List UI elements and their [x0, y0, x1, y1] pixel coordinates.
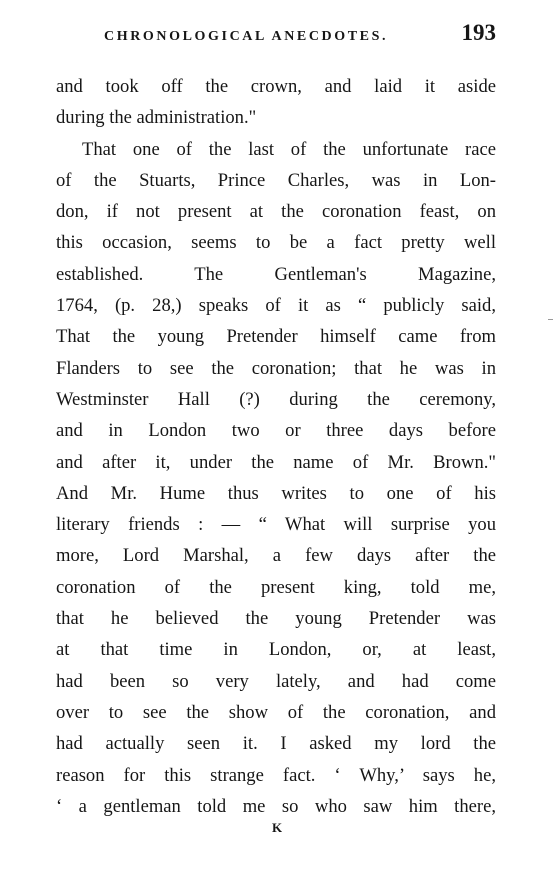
text-line: That the young Pretender himself came from [56, 326, 496, 348]
text-line: and after it, under the name of Mr. Brown." [56, 451, 496, 473]
page-number: 193 [461, 20, 496, 45]
signature-mark: K [271, 820, 284, 835]
text-line: 1764, (p. 28,) speaks of it as “ publicly said, [56, 295, 496, 317]
body-text [56, 71, 496, 822]
text-line: and took off the crown, and laid it aside [56, 76, 496, 97]
text-line: Flanders to see the coronation; that he was in [56, 357, 496, 379]
text-line: during the administration." [56, 107, 257, 129]
text-line: over to see the show of the coronation, and [56, 701, 496, 723]
running-title: CHRONOLOGICAL ANECDOTES. [104, 29, 389, 44]
text-line: had been so very lately, and had come [56, 670, 496, 692]
text-line: of the Stuarts, Prince Charles, was in Lon- [56, 169, 496, 191]
text-line: established. The Gentleman's Magazine, [56, 263, 496, 285]
text-line: ‘ a gentleman told me so who saw him there, [56, 795, 496, 817]
margin-mark [548, 319, 553, 320]
text-line: literary friends : — “ What will surprise you [56, 514, 496, 536]
running-header [104, 20, 496, 52]
text-line: at that time in London, or, at least, [56, 639, 496, 661]
text-line: coronation of the present king, told me, [56, 576, 496, 598]
text-line: And Mr. Hume thus writes to one of his [56, 482, 496, 504]
text-line: had actually seen it. I asked my lord the [56, 733, 496, 755]
text-line: this occasion, seems to be a fact pretty well [56, 232, 496, 254]
text-line: don, if not present at the coronation feast, on [56, 201, 496, 223]
text-line: more, Lord Marshal, a few days after the [56, 545, 496, 567]
text-line: and in London two or three days before [56, 420, 496, 442]
text-line: Westminster Hall (?) during the ceremony, [56, 388, 496, 410]
text-line: reason for this strange fact. ‘ Why,’ says he, [56, 764, 496, 786]
text-line: That one of the last of the unfortunate race [82, 138, 496, 160]
text-line: that he believed the young Pretender was [56, 608, 496, 630]
